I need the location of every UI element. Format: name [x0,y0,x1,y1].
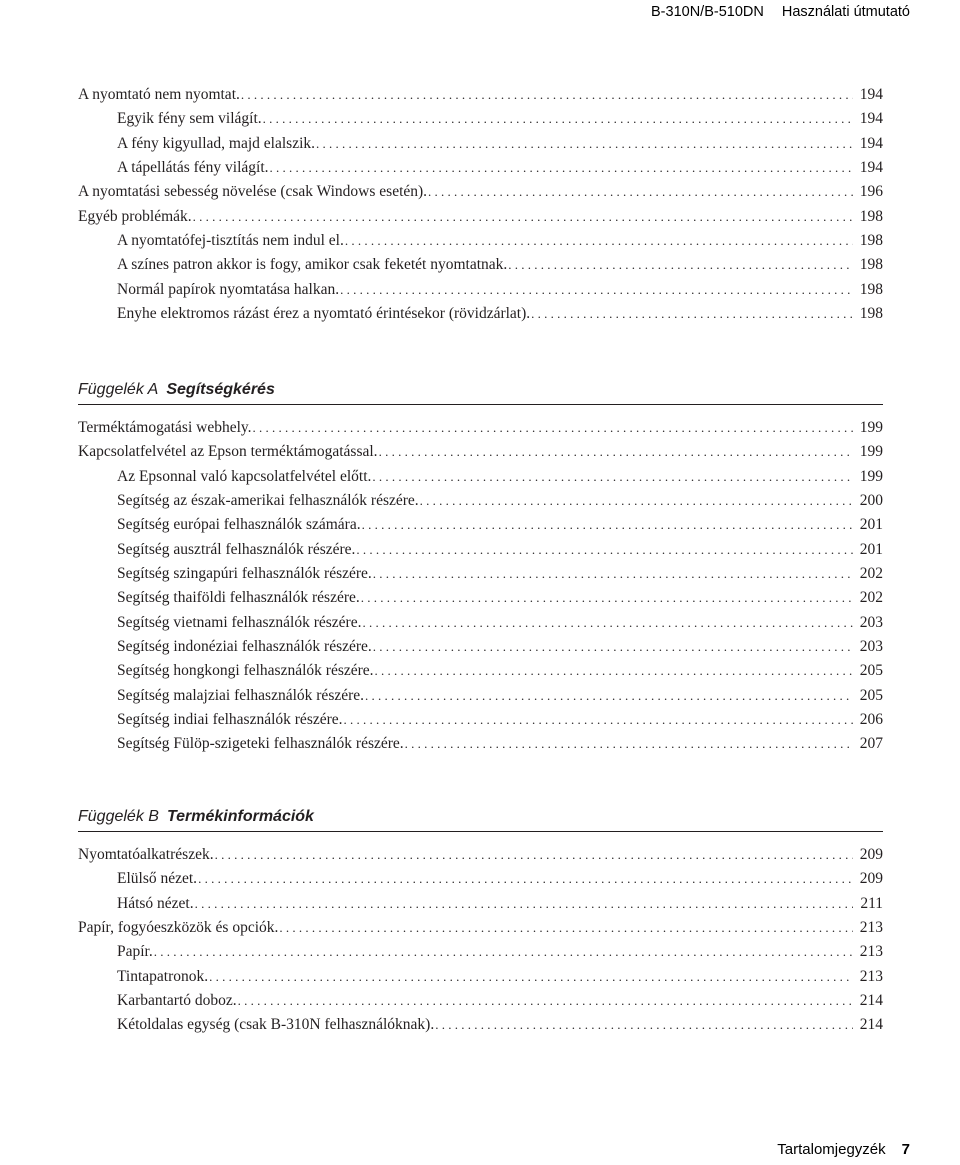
footer-section: Tartalomjegyzék [777,1141,886,1158]
toc-entry-title: A nyomtatófej-tisztítás nem indul el. [117,232,344,250]
toc-entry-title: Segítség az észak-amerikai felhasználók részére. [117,492,419,510]
toc-entry-page: 194 [859,110,883,128]
toc-entry[interactable] [78,565,883,589]
dot-leader [405,736,853,752]
toc-entry-page: 214 [859,1016,883,1034]
toc-entry[interactable] [78,968,883,992]
toc-entry[interactable] [78,110,883,134]
footer-page-number: 7 [901,1141,910,1158]
appendix-a-heading [78,380,883,405]
toc-entry-title: A tápellátás fény világít. [117,159,269,177]
toc-entry[interactable] [78,614,883,638]
dot-leader [195,896,853,912]
toc-entry-title: A nyomtató nem nyomtat. [78,86,240,103]
toc-entry-page: 196 [859,183,883,201]
dot-leader [279,920,853,936]
dot-leader [198,871,853,887]
toc-entry-title: A fény kigyullad, majd elalszik. [117,134,316,152]
page-footer [777,1141,910,1158]
toc-entry-title: Papír, fogyóeszközök és opciók. [78,919,279,937]
dot-leader [270,160,853,176]
toc-entry-page: 201 [859,516,883,534]
toc-entry[interactable] [78,232,883,256]
toc-entry[interactable] [78,895,883,919]
toc-entry-title: Segítség indonéziai felhasználók részére. [117,638,372,656]
toc-entry-title: Segítség Fülöp-szigeteki felhasználók részére. [117,735,404,753]
toc-entry-page: 194 [859,159,883,177]
toc-entry-title: Kétoldalas egység (csak B-310N felhasználóknak). [117,1016,435,1034]
toc-entry-title: Segítség malajziai felhasználók részére. [117,686,365,704]
toc-entry[interactable] [78,443,883,467]
toc-entry-title: Normál papírok nyomtatása halkan. [117,280,340,298]
toc-entry-title: Egyik fény sem világít. [117,110,262,128]
appendix-b-label: Függelék B [78,808,159,825]
toc-entry-page: 199 [859,443,883,461]
toc-section-appendix-b [78,846,883,1041]
toc-entry-title: Karbantartó doboz. [117,992,237,1010]
dot-leader [209,969,853,985]
toc-entry-page: 211 [860,894,883,912]
dot-leader [344,712,853,728]
toc-entry-page: 209 [859,846,883,863]
dot-leader [420,493,853,509]
appendix-a-title: Segítségkérés [166,381,275,398]
toc-entry-title: Hátsó nézet. [117,894,194,912]
toc-entry-title: Enyhe elektromos rázást érez a nyomtató érintésekor (rövidzárlat). [117,305,531,323]
dot-leader [365,688,853,704]
dot-leader [241,87,853,103]
toc-entry[interactable] [78,208,883,232]
toc-entry-title: Tintapatronok. [117,967,209,985]
toc-entry[interactable] [78,419,883,443]
dot-leader [263,111,853,127]
dot-leader [362,615,853,631]
toc-entry[interactable] [78,541,883,565]
toc-entry-title: Nyomtatóalkatrészek. [78,846,214,863]
toc-entry-title: Papír. [117,943,153,961]
toc-entry-title: Segítség hongkongi felhasználók részére. [117,662,374,680]
toc-entry-title: Segítség thaiföldi felhasználók részére. [117,589,360,607]
dot-leader [361,590,853,606]
toc-entry-page: 194 [859,86,883,103]
dot-leader [372,469,853,485]
dot-leader [253,420,853,436]
dot-leader [362,517,853,533]
toc-entry-page: 205 [859,662,883,680]
toc-entry[interactable] [78,846,883,870]
dot-leader [531,306,853,322]
toc-entry[interactable] [78,1016,883,1040]
toc-entry-title: Segítség vietnami felhasználók részére. [117,613,362,631]
toc-entry-page: 205 [859,686,883,704]
toc-entry-page: 198 [859,280,883,298]
toc-entry-page: 199 [859,419,883,436]
toc-entry-page: 213 [859,943,883,961]
toc-entry-page: 213 [859,919,883,937]
toc-entry[interactable] [78,86,883,110]
dot-leader [345,233,853,249]
toc-entry-page: 206 [859,711,883,729]
toc-entry[interactable] [78,992,883,1016]
toc-entry-page: 198 [859,305,883,323]
toc-entry-page: 198 [859,256,883,274]
dot-leader [215,847,853,863]
toc-entry-page: 213 [859,967,883,985]
dot-leader [373,639,853,655]
toc-section-appendix-a [78,419,883,760]
toc-entry-title: Segítség európai felhasználók számára. [117,516,361,534]
toc-entry[interactable] [78,870,883,894]
dot-leader [193,209,853,225]
toc-entry[interactable] [78,281,883,305]
toc-entry[interactable] [78,589,883,613]
toc-entry-page: 202 [859,565,883,583]
toc-entry-title: Kapcsolatfelvétel az Epson terméktámogatással. [78,443,378,461]
toc-entry-page: 198 [859,232,883,250]
toc-entry-page: 202 [859,589,883,607]
toc-entry-page: 203 [859,613,883,631]
toc-section-troubleshooting [78,86,883,329]
appendix-a-label: Függelék A [78,381,159,398]
toc-entry-page: 209 [859,870,883,888]
dot-leader [375,663,853,679]
toc-entry-title: Segítség szingapúri felhasználók részére. [117,565,372,583]
appendix-b-heading [78,807,883,832]
toc-entry-title: Segítség indiai felhasználók részére. [117,711,343,729]
toc-entry[interactable] [78,662,883,686]
toc-entry-page: 200 [859,492,883,510]
toc-entry[interactable] [78,516,883,540]
dot-leader [154,944,853,960]
toc-entry-title: A nyomtatási sebesség növelése (csak Windows esetén). [78,183,428,201]
header-model: B-310N/B-510DN [651,4,764,20]
toc-entry[interactable] [78,305,883,329]
appendix-b-title: Termékinformációk [166,808,314,825]
toc-entry[interactable] [78,943,883,967]
dot-leader [340,282,853,298]
header-title: Használati útmutató [781,4,910,20]
toc-entry-page: 201 [859,540,883,558]
page-header [651,1,910,23]
toc-entry-title: Az Epsonnal való kapcsolatfelvétel előtt. [117,467,372,485]
toc-entry[interactable] [78,711,883,735]
dot-leader [238,993,853,1009]
toc-entry[interactable] [78,256,883,280]
dot-leader [379,444,853,460]
toc-entry-title: Egyéb problémák. [78,207,192,225]
toc-entry[interactable] [78,638,883,662]
toc-entry-title: Elülső nézet. [117,870,198,888]
dot-leader [316,136,853,152]
dot-leader [508,257,853,273]
dot-leader [428,184,853,200]
toc-entry[interactable] [78,183,883,207]
dot-leader [435,1017,853,1033]
toc-entry-title: Segítség ausztrál felhasználók részére. [117,540,356,558]
dot-leader [356,542,853,558]
toc-entry-page: 207 [859,735,883,753]
toc-entry[interactable] [78,135,883,159]
toc-entry-page: 198 [859,207,883,225]
toc-entry[interactable] [78,919,883,943]
dot-leader [373,566,853,582]
toc-entry[interactable] [78,492,883,516]
toc-entry[interactable] [78,735,883,759]
toc-entry[interactable] [78,159,883,183]
toc-entry-title: A színes patron akkor is fogy, amikor csak feketét nyomtatnak. [117,256,508,274]
toc-entry-title: Terméktámogatási webhely. [78,419,252,436]
toc-entry-page: 199 [859,467,883,485]
toc-entry-page: 203 [859,638,883,656]
toc-entry-page: 194 [859,134,883,152]
toc-entry-page: 214 [859,992,883,1010]
toc-entry[interactable] [78,468,883,492]
toc-entry[interactable] [78,687,883,711]
